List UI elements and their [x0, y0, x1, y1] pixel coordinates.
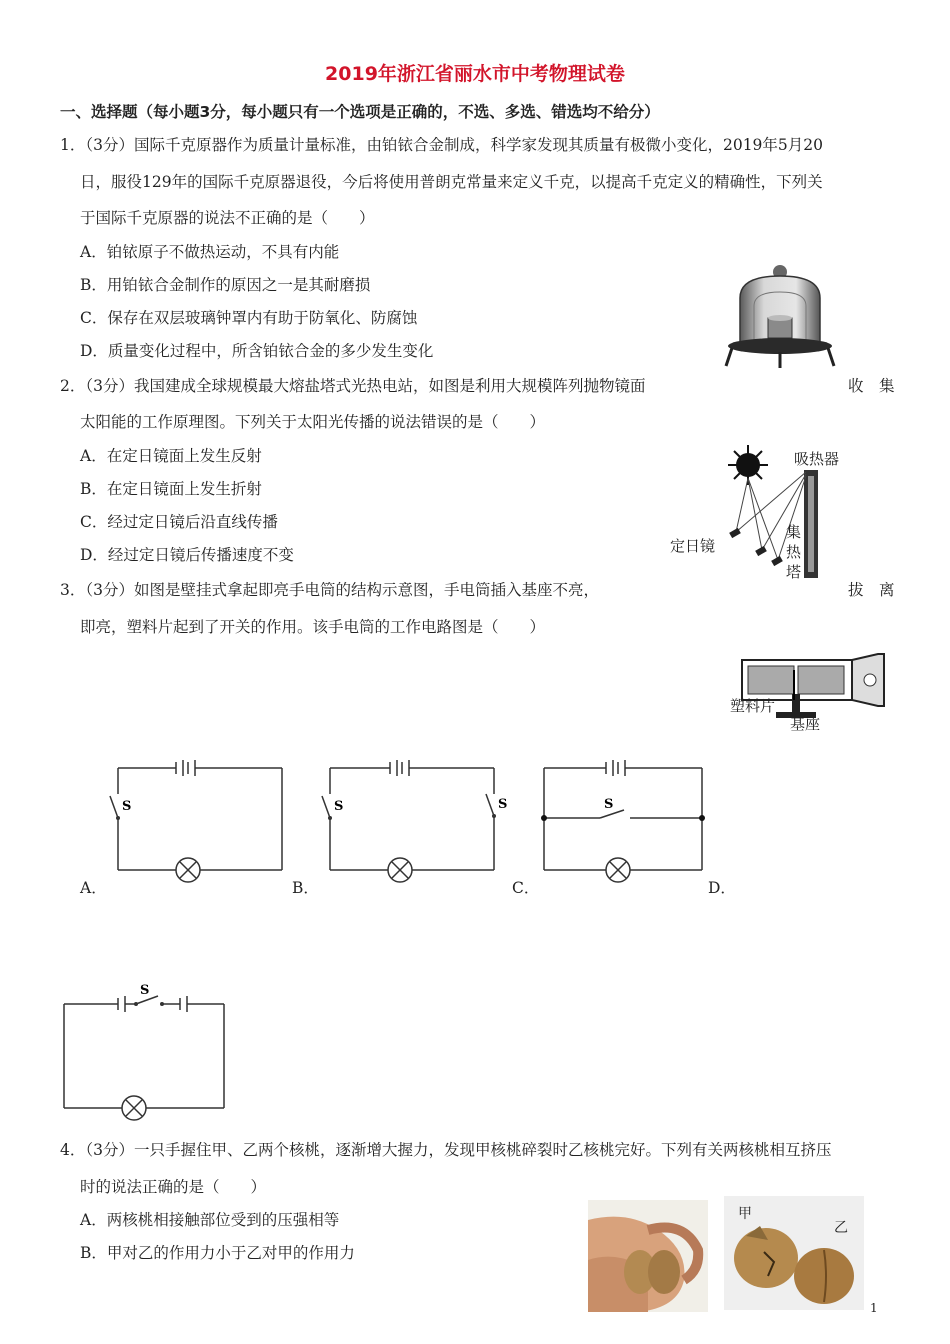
switch-label: S	[122, 799, 132, 814]
q3-line2: 即亮，塑料片起到了开关的作用。该手电筒的工作电路图是（ ）	[80, 618, 546, 636]
q1-line2: 日，服役129年的国际千克原器退役，今后将使用普朗克常量来定义千克，以提高千克定义的精确性，下列关	[80, 173, 823, 191]
q2-line1: 2．（3分）我国建成全球规模最大熔盐塔式光热电站，如图是利用大规模阵列抛物镜面	[60, 377, 646, 395]
page-number: 1	[870, 1301, 878, 1315]
label-tower-1: 集	[786, 523, 802, 541]
switch-label-d: S	[140, 983, 150, 998]
walnuts-photo	[724, 1196, 864, 1310]
solar-tower-figure	[668, 440, 854, 590]
flashlight-figure	[728, 652, 892, 734]
switch-label-b1: S	[334, 799, 344, 814]
circuit-b	[320, 758, 506, 880]
circuit-a	[110, 758, 290, 880]
switch-label-b2: S	[498, 797, 508, 812]
q4-line1: 4．（3分）一只手握住甲、乙两个核桃，逐渐增大握力，发现甲核桃碎裂时乙核桃完好。下列有关两核桃相互挤压	[60, 1141, 832, 1159]
circuit-d	[56, 984, 232, 1120]
choice-d-label: D．	[708, 879, 736, 897]
label-jia: 甲	[738, 1206, 752, 1222]
label-base: 基座	[790, 715, 821, 733]
q1-line3: 于国际千克原器的说法不正确的是（ ）	[80, 209, 375, 227]
bell-jar-image	[722, 262, 840, 370]
q4-line2: 时的说法正确的是（ ）	[80, 1178, 267, 1196]
q1-option-d: D．质量变化过程中，所含铂铱合金的多少发生变化	[80, 342, 434, 360]
q4-option-a: A．两核桃相接触部位受到的压强相等	[80, 1211, 340, 1229]
q3-line1: 3．（3分）如图是壁挂式拿起即亮手电筒的结构示意图，手电筒插入基座不亮，	[60, 581, 599, 599]
choice-c-label: C．	[512, 879, 540, 897]
choice-a-label: A．	[80, 879, 107, 897]
q1-line1: 1．（3分）国际千克原器作为质量计量标准，由铂铱合金制成，科学家发现其质量有极微小变化，2019年5月20	[60, 136, 824, 154]
section-heading: 一、选择题（每小题3分，每小题只有一个选项是正确的，不选、多选、错选均不给分）	[60, 103, 660, 121]
q2-line2: 太阳能的工作原理图。下列关于太阳光传播的说法错误的是（ ）	[80, 413, 546, 431]
q2-option-d: D．经过定日镜后传播速度不变	[80, 546, 294, 564]
q3-line1-tail: 拔 离	[848, 581, 895, 599]
choice-b-label: B．	[292, 879, 319, 897]
page-title: 2019年浙江省丽水市中考物理试卷	[325, 63, 625, 85]
q2-option-a: A．在定日镜面上发生反射	[80, 447, 262, 465]
q1-option-c: C．保存在双层玻璃钟罩内有助于防氧化、防腐蚀	[80, 309, 418, 327]
label-plastic: 塑料片	[730, 697, 776, 715]
q4-option-b: B．甲对乙的作用力小于乙对甲的作用力	[80, 1244, 355, 1262]
q2-option-c: C．经过定日镜后沿直线传播	[80, 513, 278, 531]
switch-label-c: S	[604, 797, 614, 812]
q2-line1-tail: 收 集	[848, 377, 895, 395]
label-tower-3: 塔	[786, 563, 802, 581]
q2-option-b: B．在定日镜面上发生折射	[80, 480, 262, 498]
q1-option-b: B．用铂铱合金制作的原因之一是其耐磨损	[80, 276, 371, 294]
label-heliostat: 定日镜	[670, 537, 716, 555]
label-yi: 乙	[834, 1220, 848, 1236]
hand-walnut-photo	[588, 1200, 708, 1312]
circuit-c	[538, 758, 710, 880]
label-absorber: 吸热器	[794, 450, 840, 468]
q1-option-a: A．铂铱原子不做热运动，不具有内能	[80, 243, 340, 261]
label-tower-2: 热	[786, 543, 802, 561]
